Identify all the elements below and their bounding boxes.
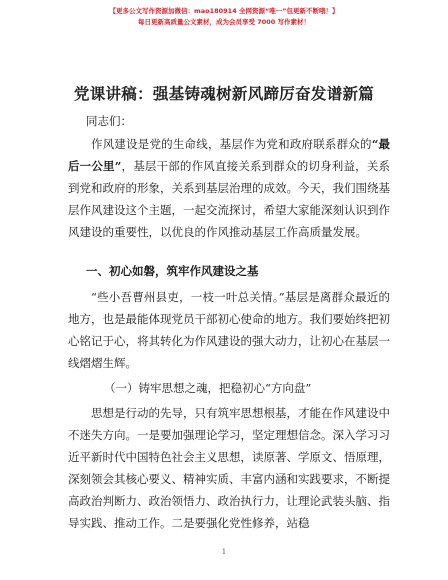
intro-text-b: ，基层干部的作风直接关系到群众的切身利益，关系到党和政府的形象，关系到基层治理的成效。今天，我们围绕基层作风建设这个主题，一起交流探讨，希望大家能深刻认识到作风建设的重要性，以优良的作风推动基层工作高质量发展。 <box>68 159 390 239</box>
promo-banner <box>0 6 448 28</box>
promo-line-2: 每日更新高质量公文素材，成为会员享受 7000 写作素材！ <box>137 18 311 26</box>
intro-bold-phrase: “最后一公里” <box>68 137 390 173</box>
intro-text-a: 作风建设是党的生命线，基层作为党和政府联系群众的 <box>91 137 372 151</box>
promo-line-1: 【更多公文写作资源加微信：mao180914 全网资源“唯一”包更新不断哦！】 <box>109 7 339 15</box>
subsection-1-heading: （一）铸牢思想之魂，把稳初心“方向盘” <box>104 381 312 395</box>
section-1-heading: 一、初心如磐，筑牢作风建设之基 <box>86 264 259 278</box>
section-1-paragraph: “些小吾曹州县吏，一枝一叶总关情。”基层是离群众最近的地方，也是最能体现党员干部初心使命的地方。我们要始终把初心铭记于心，将其转化为作风建设的强大动力，让初心在基层一线熠熠生辉。 <box>68 290 390 370</box>
salutation: 同志们： <box>86 114 132 128</box>
subsection-1-paragraph: 思想是行动的先导，只有筑牢思想根基，才能在作风建设中不迷失方向。一是要加强理论学习，坚定理想信念。深入学习习近平新时代中国特色社会主义思想，读原著、学原文、悟原理，深刻领会其核心要义、精神实质、丰富内涵和实践要求，不断提高政治判断力、政治领悟力、政治执行力，让理论武装头脑、指导实践、推动工作。二是要强化党性修养，站稳 <box>68 406 390 530</box>
page-number: 1 <box>221 548 227 556</box>
intro-paragraph <box>68 133 390 243</box>
document-title: 党课讲稿：强基铸魂树新风蹄厉奋发谱新篇 <box>73 85 375 103</box>
